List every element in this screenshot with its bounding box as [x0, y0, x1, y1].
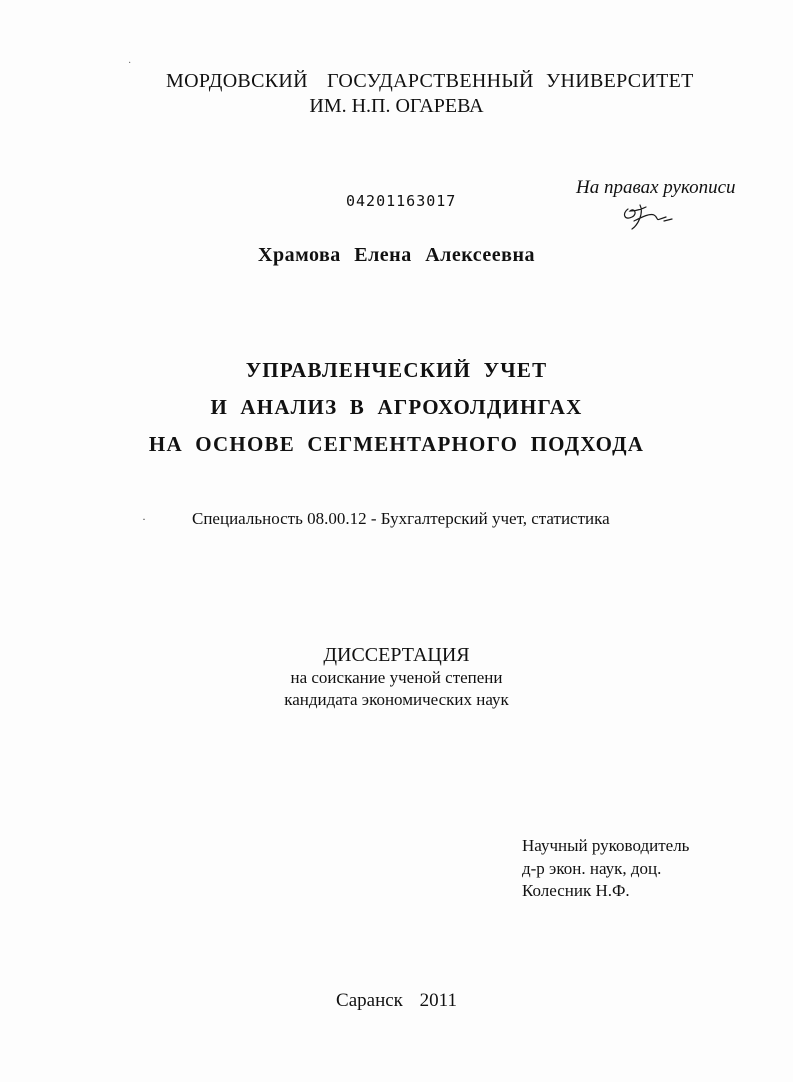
scan-speck: ·: [128, 58, 132, 69]
university-line-2: ИМ. Н.П. ОГАРЕВА: [309, 95, 484, 117]
dissertation-heading: ДИССЕРТАЦИЯ: [323, 644, 470, 666]
registry-code: 04201163017: [346, 192, 457, 210]
university-word-3: УНИВЕРСИТЕТ: [546, 70, 694, 92]
supervisor-role: Научный руководитель: [522, 836, 690, 855]
scan-speck: ·: [142, 512, 146, 526]
footer-city: Саранск: [336, 990, 403, 1011]
specialty-line: Специальность 08.00.12 - Бухгалтерский учет, статистика: [192, 509, 610, 528]
signature-mark: [620, 199, 680, 235]
footer-year: 2011: [419, 990, 457, 1011]
title-line-1: УПРАВЛЕНЧЕСКИЙ УЧЕТ: [245, 358, 548, 382]
title-line-2: И АНАЛИЗ В АГРОХОЛДИНГАХ: [210, 395, 583, 419]
author-name: Храмова Елена Алексеевна: [258, 244, 535, 266]
footer-place-year: [0, 990, 793, 1012]
dissertation-line-2: кандидата экономических наук: [284, 690, 509, 709]
university-word-1: МОРДОВСКИЙ: [166, 70, 308, 92]
university-word-2: ГОСУДАРСТВЕННЫЙ: [327, 70, 534, 92]
dissertation-line-1: на соискание ученой степени: [290, 668, 503, 687]
rights-note: На правах рукописи: [576, 177, 736, 198]
supervisor-name: Колесник Н.Ф.: [522, 881, 630, 900]
supervisor-degree: д-р экон. наук, доц.: [522, 859, 662, 878]
title-line-3: НА ОСНОВЕ СЕГМЕНТАРНОГО ПОДХОДА: [148, 432, 645, 456]
